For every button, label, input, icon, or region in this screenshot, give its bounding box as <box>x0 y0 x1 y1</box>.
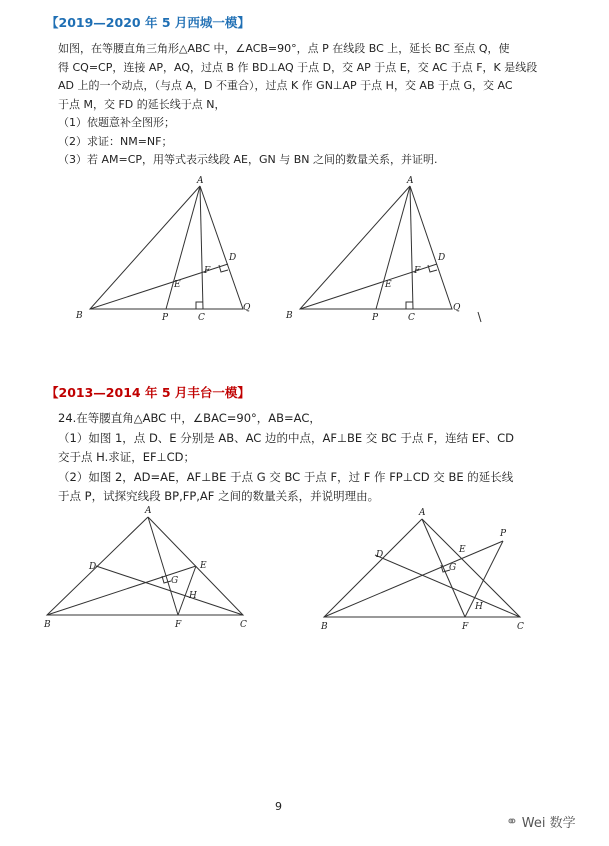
label-b: B <box>76 311 83 321</box>
segment-ac <box>200 186 203 309</box>
problem2-line: （2）如图 2，AD=AE，AF⊥BE 于点 G 交 BC 于点 F，过 F 作 FP⊥CD 交 BE 的延长线 <box>58 469 514 484</box>
label-q: Q <box>453 303 461 313</box>
figure-2b-labels <box>320 508 524 632</box>
label-c: C <box>517 622 524 632</box>
problem2-text <box>58 409 538 507</box>
triangle-abc-outline <box>47 517 243 615</box>
segment-af <box>422 519 465 617</box>
label-q: Q <box>243 303 251 313</box>
problem2-line: 交于点 H.求证，EF⊥CD； <box>58 450 196 464</box>
problem2-line: 于点 P，试探究线段 BP,FP,AF 之间的数量关系，并说明理由。 <box>58 489 380 503</box>
label-b: B <box>44 620 51 630</box>
label-d: D <box>376 550 384 560</box>
label-c: C <box>408 313 415 323</box>
triangle-abq-outline <box>90 186 243 309</box>
label-f: F <box>414 266 421 276</box>
triangle-abc-outline <box>324 519 520 617</box>
section1-header-title: 年 5 月西城一模 <box>144 15 238 30</box>
label-e: E <box>459 545 466 555</box>
problem1-line: （3）若 AM=CP，用等式表示线段 AE，GN 与 BN 之间的数量关系，并证明. <box>58 153 438 166</box>
label-c: C <box>198 313 205 323</box>
figure-1b <box>300 186 481 322</box>
label-e: E <box>200 561 207 571</box>
label-c: C <box>240 620 247 630</box>
label-b: B <box>321 622 328 632</box>
label-e: E <box>174 280 181 290</box>
problem1-line: （1）依题意补全图形； <box>58 116 175 129</box>
label-g: G <box>171 576 179 586</box>
figure-2a-labels <box>43 506 247 630</box>
label-a: A <box>407 176 414 186</box>
section1-header: 【2019—2020 年 5 月西城一模】 <box>46 15 250 30</box>
label-e: E <box>385 280 392 290</box>
wechat-icon: ⚭ <box>506 813 518 830</box>
right-angle-mark-c <box>196 302 203 309</box>
watermark-text: Wei 数学 <box>521 816 576 831</box>
figure-1a <box>90 186 243 309</box>
section2-header: 【2013—2014 年 5 月丰台一模】 <box>46 385 250 400</box>
label-d: D <box>229 253 237 263</box>
section2-header-year: 2013—2014 <box>58 385 141 400</box>
label-a: A <box>197 176 204 186</box>
label-p: P <box>500 529 507 539</box>
label-p: P <box>372 313 379 323</box>
problem1-line: 得 CQ=CP，连接 AP，AQ，过点 B 作 BD⊥AQ 于点 D，交 AP 于点 E，交 AC 于点 F，K 是线段 <box>58 60 538 74</box>
label-p: P <box>162 313 169 323</box>
label-b: B <box>286 311 293 321</box>
label-g: G <box>449 563 457 573</box>
section2-header-title: 年 5 月丰台一模 <box>144 385 238 400</box>
problem1-line: 于点 M，交 FD 的延长线于点 N， <box>58 97 226 111</box>
label-h: H <box>189 591 197 601</box>
stray-mark <box>478 312 481 322</box>
segment-cd <box>96 566 243 615</box>
segment-ac <box>410 186 413 309</box>
section1-header-year: 2019—2020 <box>58 15 141 30</box>
label-f: F <box>462 622 469 632</box>
problem1-line: 如图，在等腰直角三角形△ABC 中，∠ACB=90°，点 P 在线段 BC 上，延长 BC 至点 Q，使 <box>58 42 510 55</box>
label-h: H <box>475 602 483 612</box>
page-number: 9 <box>275 800 282 813</box>
figure-2b <box>324 519 520 617</box>
label-f: F <box>175 620 182 630</box>
right-angle-mark-c <box>406 302 413 309</box>
label-a: A <box>419 508 426 518</box>
figure-1b-labels <box>285 176 461 323</box>
label-f: F <box>204 266 211 276</box>
watermark-logo <box>506 812 576 831</box>
problem1-line: （2）求证：NM=NF； <box>58 134 173 148</box>
segment-be <box>47 566 196 615</box>
segment-af <box>148 517 178 615</box>
triangle-abq-outline <box>300 186 452 309</box>
figure-1a-labels <box>75 176 251 323</box>
segment-fp <box>465 541 503 617</box>
problem2-line: （1）如图 1，点 D、E 分别是 AB、AC 边的中点，AF⊥BE 交 BC 于点 F，连结 EF、CD <box>58 430 515 445</box>
problem2-line: 24.在等腰直角△ABC 中，∠BAC=90°，AB=AC， <box>58 411 321 425</box>
label-d: D <box>89 562 97 572</box>
problem1-line: AD 上的一个动点，（与点 A，D 不重合），过点 K 作 GN⊥AP 于点 H，交 AB 于点 G，交 AC <box>58 79 513 92</box>
label-a: A <box>145 506 152 516</box>
figure-2a <box>47 517 243 615</box>
label-d: D <box>438 253 446 263</box>
